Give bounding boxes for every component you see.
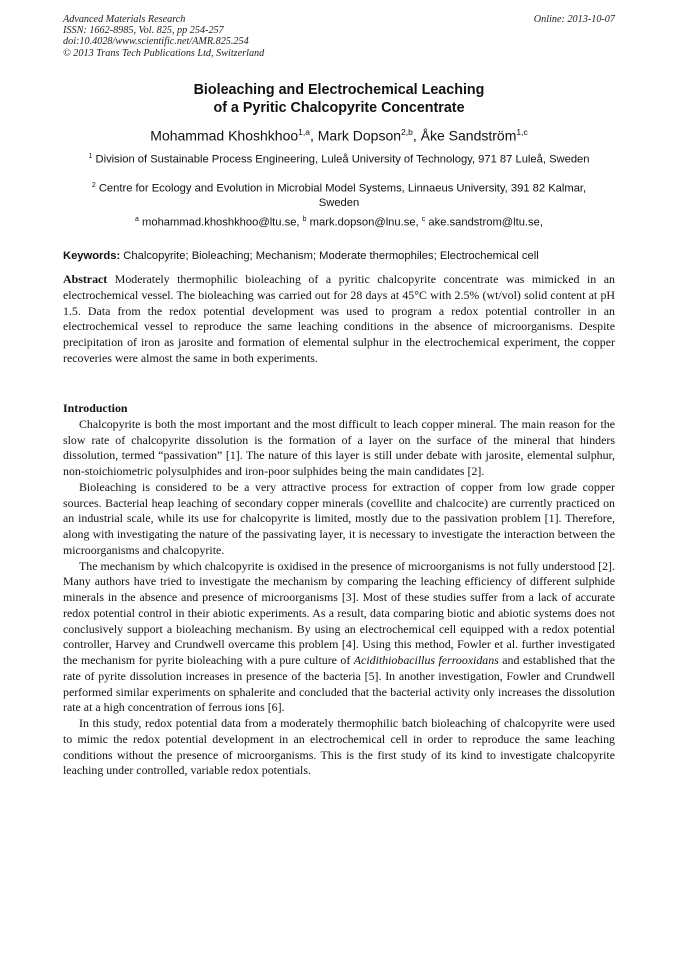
email-address: ake.sandstrom@ltu.se,: [425, 216, 543, 229]
journal-name: Advanced Materials Research: [63, 14, 186, 25]
intro-paragraph-3: [63, 559, 615, 717]
author-affiliation-mark: 1,a: [298, 127, 310, 137]
email-mark: a: [135, 216, 139, 223]
online-date: Online: 2013-10-07: [533, 14, 615, 25]
author-name: Mohammad Khoshkhoo: [150, 127, 299, 144]
keywords-line: [63, 249, 623, 263]
keywords-label: Keywords:: [63, 250, 121, 262]
intro-paragraph-2: Bioleaching is considered to be a very attractive process for extraction of copper from low grade copper sources. Bacterial heap leaching of secondary copper minerals (covellite and chalcocite) are currently practiced on an industrial scale, while its use for chalcopyrite is limited, mostly due to the passivation problem [1]. Therefore, along with investigating the nature of the passivating layer, it is necessary to investigate the interaction between the microorganisms and chalcopyrite.: [63, 479, 615, 557]
copyright-line: © 2013 Trans Tech Publications Ltd, Switzerland: [63, 47, 265, 59]
title-line-2: of a Pyritic Chalcopyrite Concentrate: [213, 99, 465, 116]
email-address: mohammad.khoshkhoo@ltu.se,: [138, 216, 303, 229]
author-affiliation-mark: 2,b: [401, 127, 413, 137]
introduction-heading: Introduction: [63, 401, 128, 415]
affiliation-mark: 1: [88, 153, 93, 160]
issn-line: ISSN: 1662-8985, Vol. 825, pp 254-257: [63, 25, 224, 37]
email-mark: b: [302, 216, 307, 223]
affiliation-text: Centre for Ecology and Evolution in Microbial Model Systems, Linnaeus University, 391 82 Kalmar, Sweden: [95, 182, 587, 210]
intro-paragraph-1: Chalcopyrite is both the most important and the most difficult to leach copper mineral. The main reason for the slow rate of chalcopyrite dissolution is the formation of a layer on the surface of the mineral that hinders dissolution, termed “passivation” [1]. The nature of this layer is still under debate with jarosite, elemental sulphur, non-stoichiometric polysulphides and iron-poor sulphides being the main candidates [2].: [63, 416, 615, 478]
paper-title: [63, 82, 615, 117]
abstract-section: [63, 272, 615, 367]
author-list: [63, 124, 615, 145]
keywords-text: Chalcopyrite; Bioleaching; Mechanism; Moderate thermophiles; Electrochemical cell: [120, 250, 539, 262]
affiliation-1: [75, 150, 603, 167]
affiliation-2: [75, 179, 603, 211]
author-separator: ,: [412, 127, 421, 144]
introduction-section: [63, 401, 615, 779]
author-emails: [63, 213, 615, 230]
affiliation-mark: 2: [91, 182, 96, 189]
intro-paragraph-4: In this study, redox potential data from a moderately thermophilic batch bioleaching of chalcopyrite were used to mimic the redox potential development in an electrochemical cell in order to reproduce the same leaching conditions without the presence of microorganisms. This is the first study of its kind to investigate chalcopyrite leaching under controlled, variable redox potentials.: [63, 716, 615, 778]
intro-paragraph-3-text-cont: and established that the rate of pyrite dissolution increases in presence of the bacteria [5]. In another investigation, Fowler and Crundwell performed similar experiments on sphalerite and concluded that the bacterial activity only increases the dissolution rate at a high concentration of ferrous ions [6].: [63, 653, 615, 715]
email-mark: c: [421, 216, 426, 223]
author-affiliation-mark: 1,c: [516, 127, 528, 137]
intro-paragraph-3-text: The mechanism by which chalcopyrite is oxidised in the presence of microorganisms is not fully understood [2]. Many authors have tried to investigate the mechanism by comparing the leaching efficiency of different sulphide minerals in the absence and presence of microorganisms [3]. Most of these studies suffer from a lack of accurate redox potential control in their abiotic experiments. As a result, data comparing biotic and abiotic systems does not conclusively support a bioleaching mechanism. By using an electrochemical cell equipped with a redox potential controller, Harvey and Crundwell overcame this problem [4]. Using this method, Fowler et al. further investigated the mechanism for pyrite bioleaching with a pure culture of: [63, 558, 615, 667]
abstract-text: Moderately thermophilic bioleaching of a pyritic chalcopyrite concentrate was mimicked in an electrochemical vessel. The bioleaching was carried out for 28 days at 45°C with 2.5% (wt/vol) solid content at pH 1.5. Data from the redox potential development was used to program a redox potential controller in an electrochemical vessel to reproduce the same leaching conditions in the absence of microorganisms. Despite precipitation of iron as jarosite and formation of elemental sulphur in the electrochemical experiment, the copper recoveries were almost the same in both experiments.: [63, 272, 615, 365]
author-separator: ,: [309, 127, 318, 144]
author-name: Åke Sandström: [420, 127, 517, 144]
journal-header: [63, 14, 615, 59]
abstract-label: Abstract: [63, 272, 108, 286]
title-line-1: Bioleaching and Electrochemical Leaching: [193, 82, 485, 98]
affiliation-text: Division of Sustainable Process Engineering, Luleå University of Technology, 971 87 Luleå, Sweden: [92, 153, 590, 166]
doi-line: doi:10.4028/www.scientific.net/AMR.825.254: [63, 36, 249, 48]
author-name: Mark Dopson: [317, 127, 402, 144]
email-address: mark.dopson@lnu.se,: [306, 216, 422, 229]
species-name: Acidithiobacillus ferrooxidans: [353, 653, 499, 667]
